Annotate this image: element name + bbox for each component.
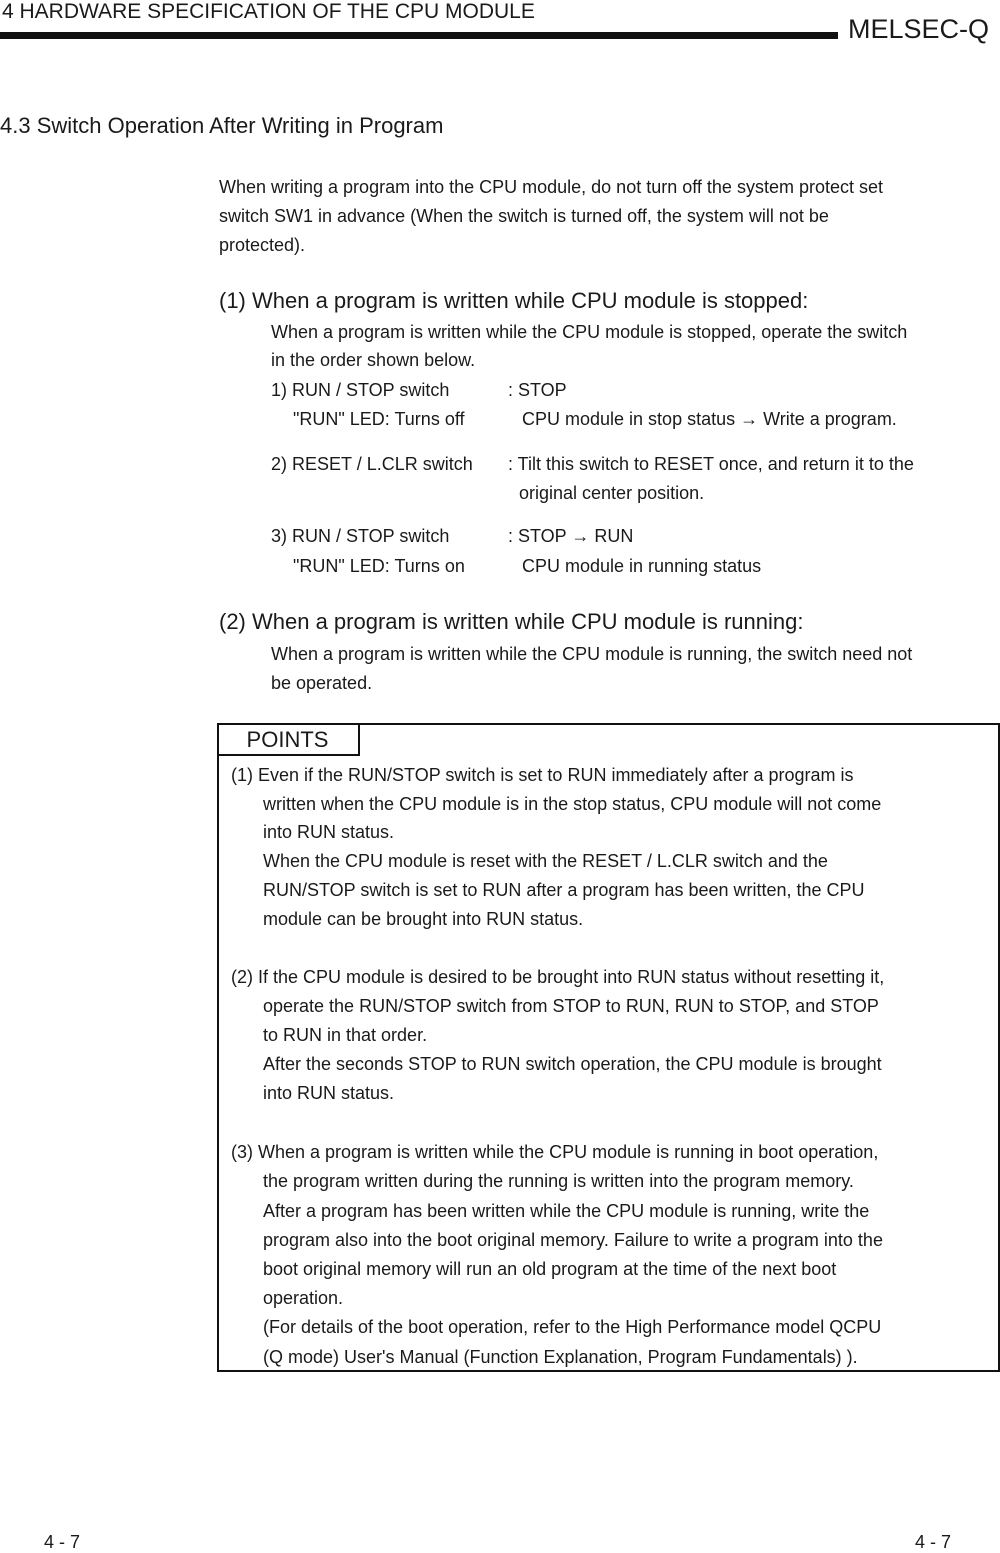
- point-line: (Q mode) User's Manual (Function Explanation, Program Fundamentals) ).: [263, 1347, 858, 1367]
- step3-label: 3) RUN / STOP switch: [271, 526, 450, 546]
- point-line: operation.: [263, 1288, 344, 1308]
- point-line: into RUN status.: [263, 1083, 395, 1103]
- point-line: the program written during the running is written into the program memory.: [263, 1171, 854, 1191]
- case1-heading: (1) When a program is written while CPU module is stopped:: [219, 288, 809, 313]
- step3-status: CPU module in running status: [522, 556, 762, 576]
- point-line: When the CPU module is reset with the RESET / L.CLR switch and the: [263, 851, 828, 871]
- page-number-left: 4 - 7: [44, 1532, 81, 1552]
- step2-value: : Tilt this switch to RESET once, and return it to the: [508, 454, 914, 474]
- step1-led: "RUN" LED: Turns off: [293, 409, 465, 429]
- point-line: to RUN in that order.: [263, 1025, 428, 1045]
- point-line: written when the CPU module is in the stop status, CPU module will not come: [263, 794, 882, 814]
- step2-label: 2) RESET / L.CLR switch: [271, 454, 473, 474]
- chapter-title: 4 HARDWARE SPECIFICATION OF THE CPU MODULE: [2, 0, 535, 23]
- case1-desc-line: When a program is written while the CPU module is stopped, operate the switch: [271, 322, 908, 342]
- step3-led: "RUN" LED: Turns on: [293, 556, 465, 576]
- page-number-right: 4 - 7: [915, 1532, 952, 1552]
- point-line: operate the RUN/STOP switch from STOP to RUN, RUN to STOP, and STOP: [263, 996, 879, 1016]
- point-line: After the seconds STOP to RUN switch operation, the CPU module is brought: [263, 1054, 882, 1074]
- case1-desc-line: in the order shown below.: [271, 350, 476, 370]
- section-title: 4.3 Switch Operation After Writing in Program: [0, 113, 444, 138]
- step1-label: 1) RUN / STOP switch: [271, 380, 450, 400]
- step1-value: : STOP: [508, 380, 567, 400]
- intro-line: When writing a program into the CPU module, do not turn off the system protect set: [219, 177, 883, 197]
- intro-line: protected).: [219, 235, 306, 255]
- case2-heading: (2) When a program is written while CPU module is running:: [219, 609, 804, 634]
- points-label: POINTS: [217, 723, 360, 756]
- case2-desc-line: When a program is written while the CPU module is running, the switch need not: [271, 644, 913, 664]
- brand-label: MELSEC-Q: [848, 14, 990, 44]
- point-line: module can be brought into RUN status.: [263, 909, 584, 929]
- intro-line: switch SW1 in advance (When the switch is turned off, the system will not be: [219, 206, 829, 226]
- step1-status: CPU module in stop status → Write a program.: [522, 409, 897, 429]
- point-line: boot original memory will run an old program at the time of the next boot: [263, 1259, 837, 1279]
- point-line: RUN/STOP switch is set to RUN after a program has been written, the CPU: [263, 880, 865, 900]
- case2-desc-line: be operated.: [271, 673, 373, 693]
- point-line: (For details of the boot operation, refer to the High Performance model QCPU: [263, 1317, 882, 1337]
- point-line: (2) If the CPU module is desired to be brought into RUN status without resetting it,: [231, 967, 885, 987]
- point-line: program also into the boot original memory. Failure to write a program into the: [263, 1230, 883, 1250]
- point-line: (3) When a program is written while the CPU module is running in boot operation,: [231, 1142, 879, 1162]
- point-line: (1) Even if the RUN/STOP switch is set to RUN immediately after a program is: [231, 765, 854, 785]
- header-rule: [0, 32, 838, 39]
- step3-value: : STOP → RUN: [508, 526, 634, 546]
- point-line: into RUN status.: [263, 822, 395, 842]
- step2-value-cont: original center position.: [519, 483, 705, 503]
- point-line: After a program has been written while the CPU module is running, write the: [263, 1201, 870, 1221]
